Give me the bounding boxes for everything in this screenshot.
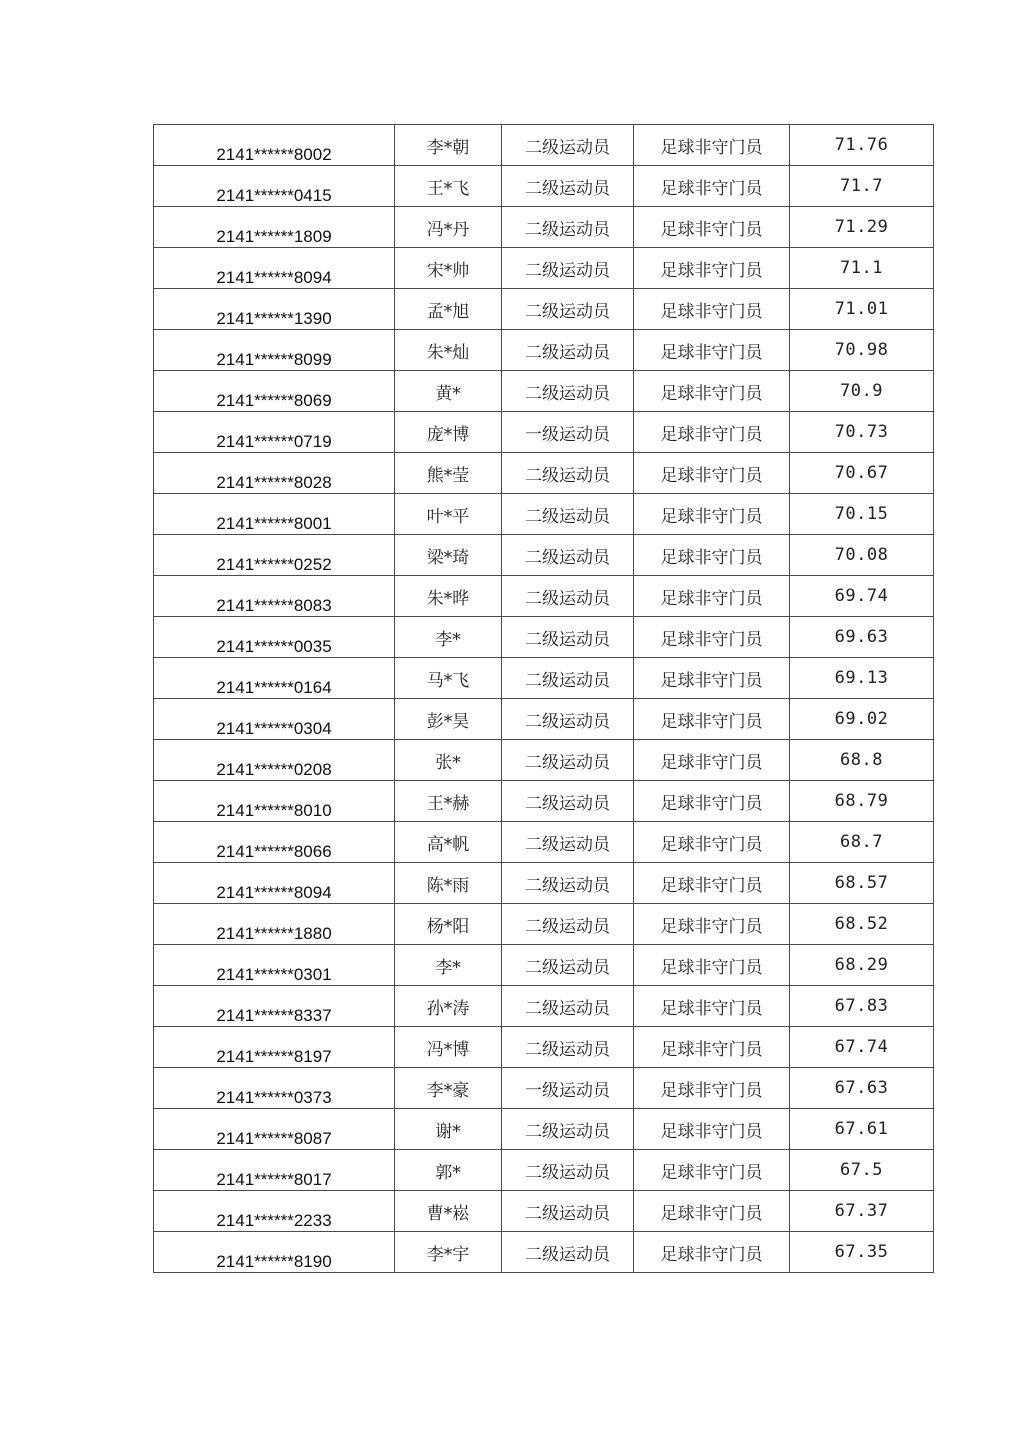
event-cell: 足球非守门员 <box>634 1232 790 1273</box>
table-row <box>154 781 934 822</box>
candidate-id-cell: 2141******0164 <box>154 658 395 699</box>
event-cell: 足球非守门员 <box>634 535 790 576</box>
athlete-level-cell: 二级运动员 <box>502 494 634 535</box>
candidate-id-cell: 2141******8094 <box>154 248 395 289</box>
score-cell: 69.74 <box>790 576 934 617</box>
athlete-name-cell: 高*帆 <box>395 822 502 863</box>
candidate-id-cell: 2141******8001 <box>154 494 395 535</box>
athlete-name-cell: 马*飞 <box>395 658 502 699</box>
event-cell: 足球非守门员 <box>634 412 790 453</box>
table-row <box>154 1109 934 1150</box>
score-cell: 68.52 <box>790 904 934 945</box>
event-cell: 足球非守门员 <box>634 740 790 781</box>
table-row <box>154 945 934 986</box>
candidate-id-cell: 2141******0373 <box>154 1068 395 1109</box>
score-cell: 68.29 <box>790 945 934 986</box>
table-row <box>154 1232 934 1273</box>
athlete-name-cell: 朱*晔 <box>395 576 502 617</box>
candidate-id-cell: 2141******0719 <box>154 412 395 453</box>
candidate-id-cell: 2141******8017 <box>154 1150 395 1191</box>
athlete-name-cell: 庞*博 <box>395 412 502 453</box>
score-cell: 67.63 <box>790 1068 934 1109</box>
athlete-name-cell: 李*豪 <box>395 1068 502 1109</box>
athlete-level-cell: 二级运动员 <box>502 699 634 740</box>
event-cell: 足球非守门员 <box>634 494 790 535</box>
event-cell: 足球非守门员 <box>634 125 790 166</box>
score-cell: 68.57 <box>790 863 934 904</box>
athlete-name-cell: 陈*雨 <box>395 863 502 904</box>
event-cell: 足球非守门员 <box>634 576 790 617</box>
event-cell: 足球非守门员 <box>634 699 790 740</box>
athlete-name-cell: 冯*博 <box>395 1027 502 1068</box>
candidate-id-cell: 2141******8028 <box>154 453 395 494</box>
table-row <box>154 822 934 863</box>
table-row <box>154 330 934 371</box>
score-cell: 70.67 <box>790 453 934 494</box>
candidate-id-cell: 2141******8337 <box>154 986 395 1027</box>
event-cell: 足球非守门员 <box>634 1191 790 1232</box>
score-cell: 67.35 <box>790 1232 934 1273</box>
event-cell: 足球非守门员 <box>634 1068 790 1109</box>
score-cell: 67.5 <box>790 1150 934 1191</box>
table-row <box>154 1191 934 1232</box>
table-row <box>154 699 934 740</box>
score-cell: 69.13 <box>790 658 934 699</box>
athlete-name-cell: 王*飞 <box>395 166 502 207</box>
candidate-id-cell: 2141******8190 <box>154 1232 395 1273</box>
event-cell: 足球非守门员 <box>634 1150 790 1191</box>
table-row <box>154 576 934 617</box>
table-row <box>154 658 934 699</box>
athlete-name-cell: 朱*灿 <box>395 330 502 371</box>
athlete-name-cell: 曹*崧 <box>395 1191 502 1232</box>
athlete-name-cell: 谢* <box>395 1109 502 1150</box>
candidate-id-cell: 2141******8083 <box>154 576 395 617</box>
event-cell: 足球非守门员 <box>634 1027 790 1068</box>
table-row <box>154 904 934 945</box>
table-row <box>154 617 934 658</box>
candidate-id-cell: 2141******8087 <box>154 1109 395 1150</box>
event-cell: 足球非守门员 <box>634 248 790 289</box>
athlete-name-cell: 李*宇 <box>395 1232 502 1273</box>
table-row <box>154 125 934 166</box>
candidate-id-cell: 2141******8002 <box>154 125 395 166</box>
event-cell: 足球非守门员 <box>634 207 790 248</box>
athlete-name-cell: 王*赫 <box>395 781 502 822</box>
athlete-level-cell: 二级运动员 <box>502 207 634 248</box>
athlete-name-cell: 梁*琦 <box>395 535 502 576</box>
table-row <box>154 494 934 535</box>
candidate-id-cell: 2141******1809 <box>154 207 395 248</box>
event-cell: 足球非守门员 <box>634 289 790 330</box>
table-row <box>154 535 934 576</box>
athlete-name-cell: 杨*阳 <box>395 904 502 945</box>
athlete-name-cell: 孙*涛 <box>395 986 502 1027</box>
event-cell: 足球非守门员 <box>634 453 790 494</box>
athlete-name-cell: 熊*莹 <box>395 453 502 494</box>
candidate-id-cell: 2141******0301 <box>154 945 395 986</box>
athlete-level-cell: 二级运动员 <box>502 904 634 945</box>
score-cell: 69.02 <box>790 699 934 740</box>
athlete-name-cell: 李* <box>395 617 502 658</box>
event-cell: 足球非守门员 <box>634 822 790 863</box>
score-cell: 71.29 <box>790 207 934 248</box>
score-cell: 71.76 <box>790 125 934 166</box>
score-cell: 70.73 <box>790 412 934 453</box>
table-row <box>154 1068 934 1109</box>
athlete-name-cell: 彭*昊 <box>395 699 502 740</box>
score-cell: 67.83 <box>790 986 934 1027</box>
table-row <box>154 453 934 494</box>
candidate-id-cell: 2141******0035 <box>154 617 395 658</box>
table-row <box>154 166 934 207</box>
score-cell: 71.1 <box>790 248 934 289</box>
candidate-id-cell: 2141******1880 <box>154 904 395 945</box>
athlete-level-cell: 二级运动员 <box>502 1150 634 1191</box>
table-row <box>154 986 934 1027</box>
table-row <box>154 207 934 248</box>
score-cell: 68.79 <box>790 781 934 822</box>
athlete-score-table <box>153 124 934 1273</box>
event-cell: 足球非守门员 <box>634 945 790 986</box>
athlete-level-cell: 二级运动员 <box>502 371 634 412</box>
candidate-id-cell: 2141******0304 <box>154 699 395 740</box>
candidate-id-cell: 2141******8010 <box>154 781 395 822</box>
event-cell: 足球非守门员 <box>634 330 790 371</box>
event-cell: 足球非守门员 <box>634 617 790 658</box>
score-cell: 70.08 <box>790 535 934 576</box>
athlete-level-cell: 二级运动员 <box>502 453 634 494</box>
table-row <box>154 1150 934 1191</box>
candidate-id-cell: 2141******8069 <box>154 371 395 412</box>
event-cell: 足球非守门员 <box>634 1109 790 1150</box>
candidate-id-cell: 2141******2233 <box>154 1191 395 1232</box>
athlete-level-cell: 二级运动员 <box>502 986 634 1027</box>
athlete-level-cell: 一级运动员 <box>502 412 634 453</box>
candidate-id-cell: 2141******8197 <box>154 1027 395 1068</box>
table-row <box>154 863 934 904</box>
athlete-level-cell: 二级运动员 <box>502 740 634 781</box>
athlete-level-cell: 二级运动员 <box>502 1027 634 1068</box>
athlete-level-cell: 二级运动员 <box>502 1109 634 1150</box>
score-cell: 71.01 <box>790 289 934 330</box>
score-cell: 70.9 <box>790 371 934 412</box>
athlete-level-cell: 二级运动员 <box>502 945 634 986</box>
athlete-level-cell: 二级运动员 <box>502 822 634 863</box>
candidate-id-cell: 2141******8099 <box>154 330 395 371</box>
athlete-name-cell: 冯*丹 <box>395 207 502 248</box>
athlete-level-cell: 二级运动员 <box>502 781 634 822</box>
athlete-level-cell: 二级运动员 <box>502 1191 634 1232</box>
score-cell: 68.8 <box>790 740 934 781</box>
athlete-name-cell: 李*朝 <box>395 125 502 166</box>
score-cell: 67.61 <box>790 1109 934 1150</box>
athlete-level-cell: 二级运动员 <box>502 289 634 330</box>
athlete-name-cell: 郭* <box>395 1150 502 1191</box>
athlete-name-cell: 张* <box>395 740 502 781</box>
athlete-level-cell: 二级运动员 <box>502 125 634 166</box>
athlete-level-cell: 二级运动员 <box>502 617 634 658</box>
event-cell: 足球非守门员 <box>634 863 790 904</box>
athlete-level-cell: 二级运动员 <box>502 535 634 576</box>
athlete-level-cell: 二级运动员 <box>502 658 634 699</box>
score-cell: 69.63 <box>790 617 934 658</box>
athlete-level-cell: 二级运动员 <box>502 248 634 289</box>
table-row <box>154 1027 934 1068</box>
event-cell: 足球非守门员 <box>634 781 790 822</box>
athlete-name-cell: 黄* <box>395 371 502 412</box>
table-row <box>154 412 934 453</box>
athlete-name-cell: 孟*旭 <box>395 289 502 330</box>
event-cell: 足球非守门员 <box>634 658 790 699</box>
event-cell: 足球非守门员 <box>634 166 790 207</box>
candidate-id-cell: 2141******8094 <box>154 863 395 904</box>
event-cell: 足球非守门员 <box>634 904 790 945</box>
table-row <box>154 371 934 412</box>
table-row <box>154 248 934 289</box>
score-cell: 71.7 <box>790 166 934 207</box>
athlete-level-cell: 二级运动员 <box>502 330 634 371</box>
table-row <box>154 289 934 330</box>
candidate-id-cell: 2141******1390 <box>154 289 395 330</box>
table-row <box>154 740 934 781</box>
candidate-id-cell: 2141******0208 <box>154 740 395 781</box>
score-cell: 67.37 <box>790 1191 934 1232</box>
candidate-id-cell: 2141******8066 <box>154 822 395 863</box>
athlete-level-cell: 二级运动员 <box>502 576 634 617</box>
table-body <box>154 125 934 1273</box>
event-cell: 足球非守门员 <box>634 371 790 412</box>
candidate-id-cell: 2141******0415 <box>154 166 395 207</box>
athlete-name-cell: 叶*平 <box>395 494 502 535</box>
score-cell: 70.98 <box>790 330 934 371</box>
athlete-name-cell: 李* <box>395 945 502 986</box>
athlete-level-cell: 一级运动员 <box>502 1068 634 1109</box>
athlete-name-cell: 宋*帅 <box>395 248 502 289</box>
score-cell: 68.7 <box>790 822 934 863</box>
candidate-id-cell: 2141******0252 <box>154 535 395 576</box>
score-cell: 70.15 <box>790 494 934 535</box>
event-cell: 足球非守门员 <box>634 986 790 1027</box>
athlete-level-cell: 二级运动员 <box>502 1232 634 1273</box>
score-cell: 67.74 <box>790 1027 934 1068</box>
athlete-level-cell: 二级运动员 <box>502 166 634 207</box>
athlete-level-cell: 二级运动员 <box>502 863 634 904</box>
